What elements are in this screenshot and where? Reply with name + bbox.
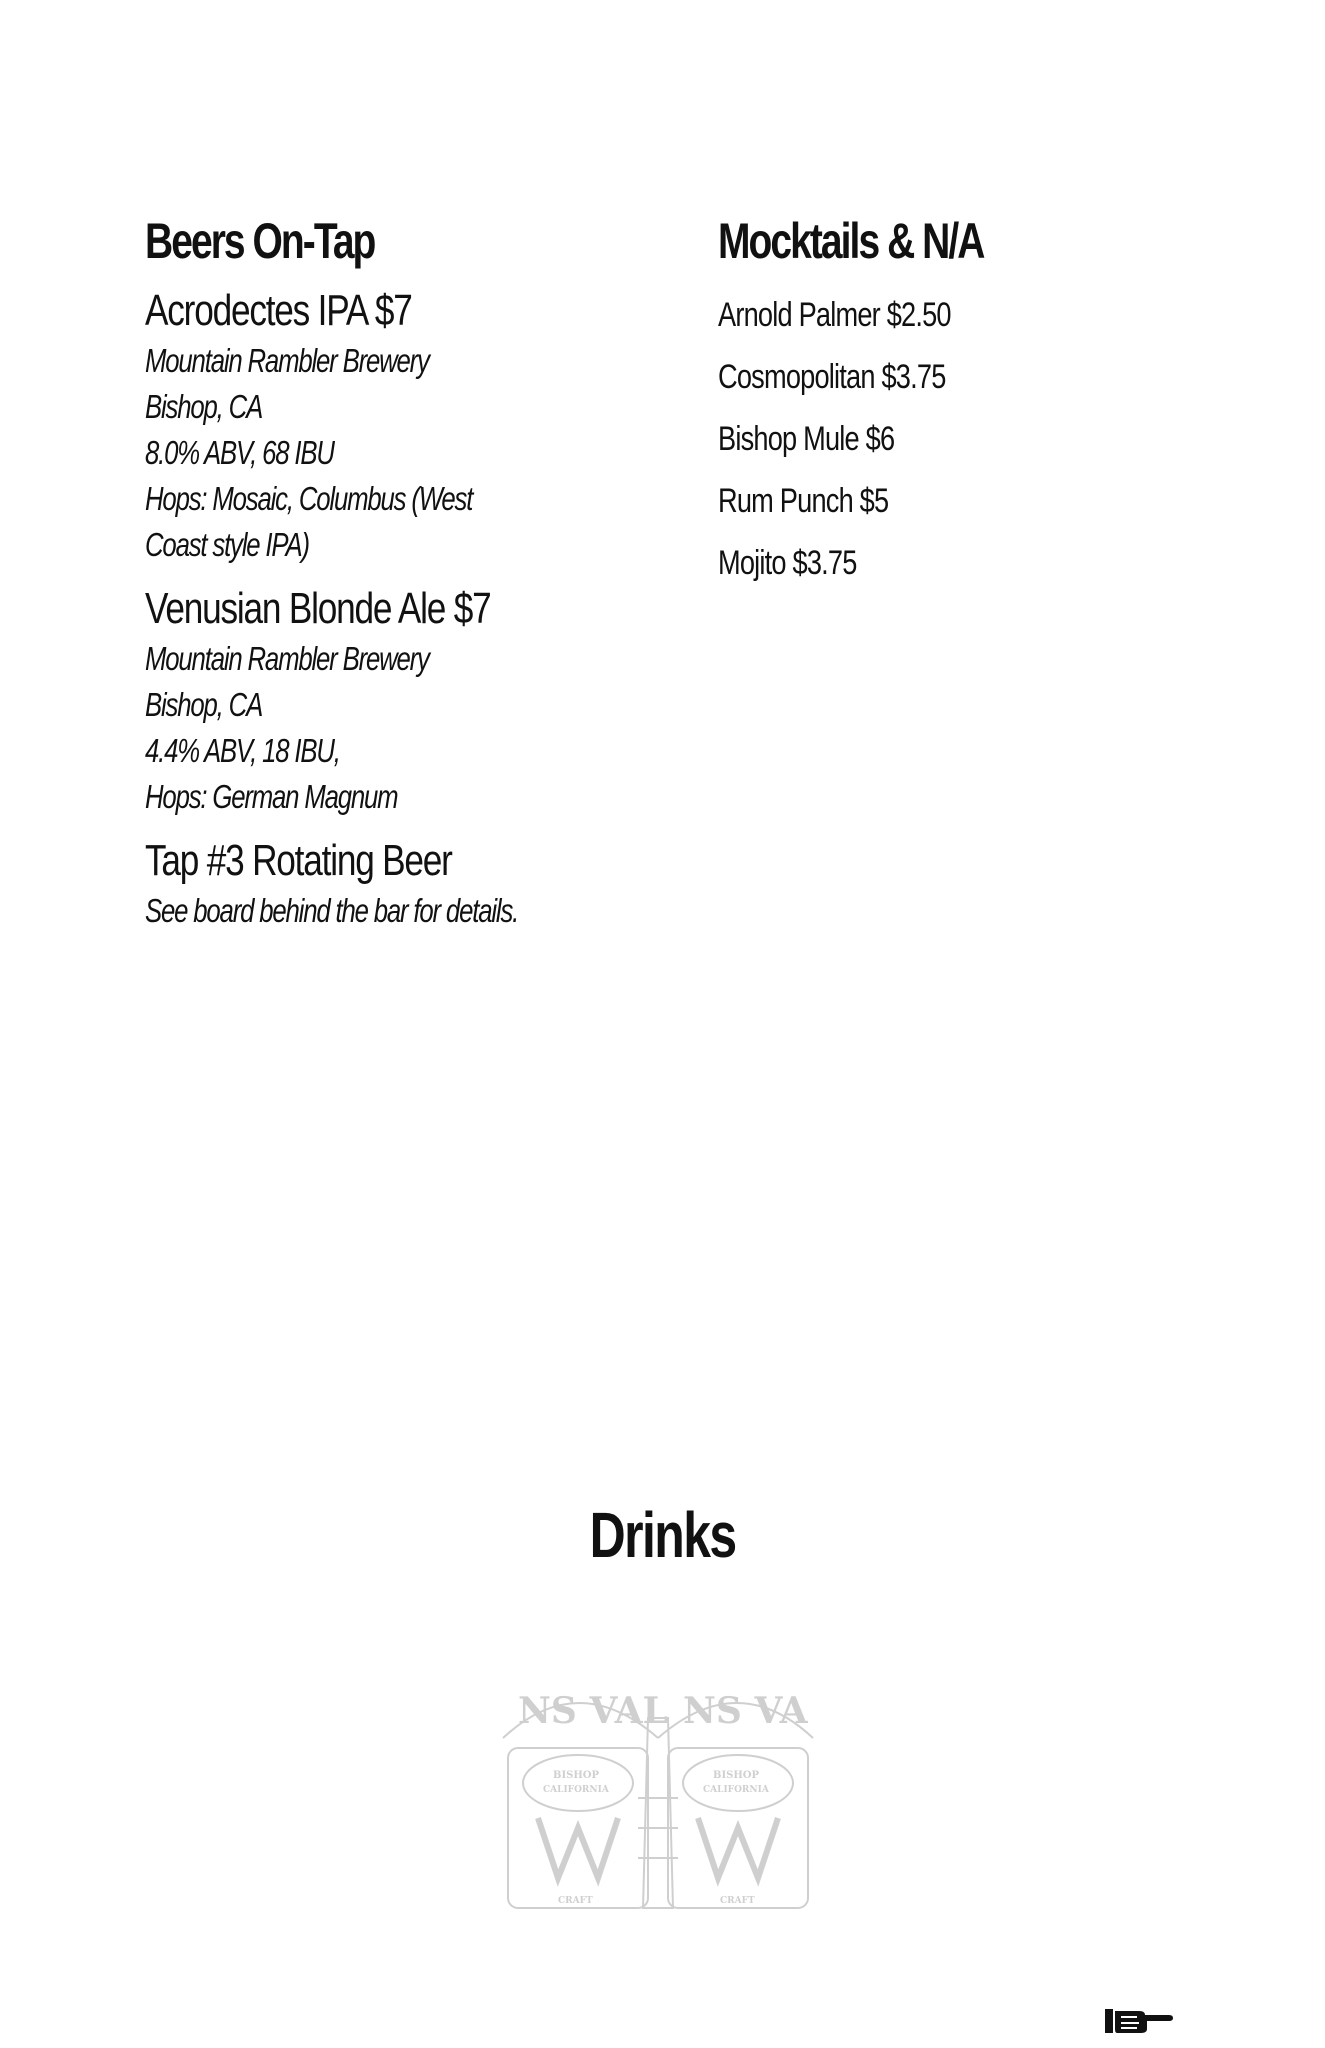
- beer-name: Tap #3 Rotating Beer: [145, 836, 452, 885]
- beer-name: Venusian Blonde Ale $7: [145, 584, 491, 633]
- beer-item: [145, 834, 705, 934]
- logo-right-town: BISHOP: [713, 1770, 760, 1781]
- logo-left-state: CALIFORNIA: [543, 1785, 609, 1795]
- logo-left-bottom: CRAFT: [558, 1896, 593, 1906]
- beer-item: [145, 582, 705, 820]
- beer-detail: Coast style IPA): [145, 526, 309, 563]
- page-title: Drinks: [589, 1499, 736, 1571]
- pointing-hand-icon: [1105, 2005, 1173, 2035]
- beer-detail: Mountain Rambler Brewery: [145, 640, 429, 677]
- mocktail-item: Bishop Mule $6: [718, 420, 895, 458]
- beer-detail: Bishop, CA: [145, 388, 263, 425]
- mocktails-section: [718, 210, 1238, 594]
- mocktail-item: Rum Punch $5: [718, 482, 889, 520]
- mocktail-item: Arnold Palmer $2.50: [718, 296, 951, 334]
- logo-right-state: CALIFORNIA: [703, 1785, 769, 1795]
- mocktail-item: Cosmopolitan $3.75: [718, 358, 946, 396]
- beer-detail: Bishop, CA: [145, 686, 263, 723]
- logo-left-text: NS VAL: [518, 1690, 668, 1732]
- logo-right-text: NS VA: [683, 1690, 808, 1732]
- beer-detail: Hops: Mosaic, Columbus (West: [145, 480, 473, 517]
- brewery-logo: [498, 1678, 818, 1916]
- beer-item: [145, 284, 705, 568]
- beer-detail: 8.0% ABV, 68 IBU: [145, 434, 334, 471]
- page-title-block: [0, 1498, 1325, 1572]
- logo-left-town: BISHOP: [553, 1770, 600, 1781]
- beers-heading: Beers On-Tap: [145, 213, 375, 269]
- beer-detail: 4.4% ABV, 18 IBU,: [145, 732, 340, 769]
- beer-name: Acrodectes IPA $7: [145, 286, 412, 335]
- beer-detail: See board behind the bar for details.: [145, 892, 519, 929]
- logo-right-bottom: CRAFT: [720, 1896, 755, 1906]
- beer-detail: Hops: German Magnum: [145, 778, 398, 815]
- mocktail-item: Mojito $3.75: [718, 544, 857, 582]
- beer-detail: Mountain Rambler Brewery: [145, 342, 429, 379]
- beers-section: [145, 210, 705, 948]
- mocktails-heading: Mocktails & N/A: [718, 213, 984, 269]
